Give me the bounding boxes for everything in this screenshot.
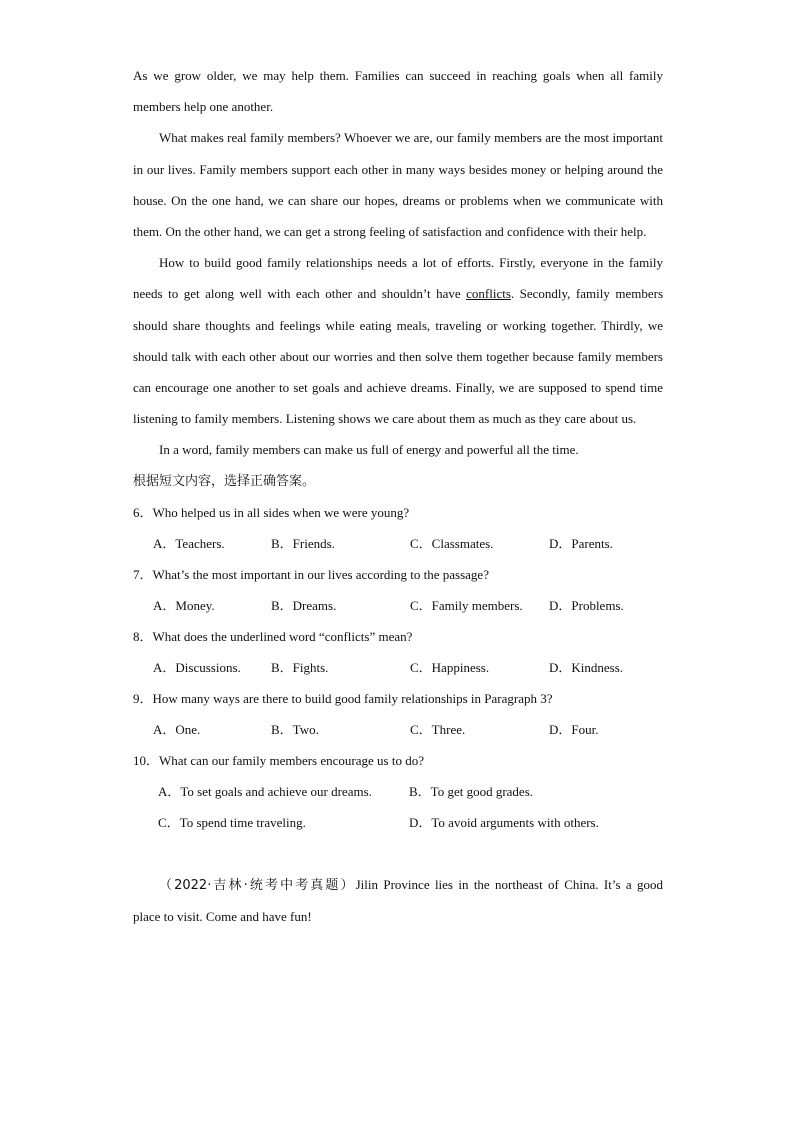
- question-8-option-b[interactable]: B．Fights.: [271, 659, 329, 675]
- question-6-stem: 6．Who helped us in all sides when we were young?: [133, 504, 410, 520]
- passage-paragraph-0-line-2: members help one another.: [133, 99, 274, 115]
- question-10-stem: 10．What can our family members encourage us to do?: [133, 752, 424, 768]
- question-6-options: [133, 528, 663, 559]
- question-9-option-c[interactable]: C．Three.: [410, 721, 466, 737]
- question-9-stem: 9．How many ways are there to build good family relationships in Paragraph 3?: [133, 690, 553, 706]
- question-8-options: [133, 652, 663, 683]
- document-page: [133, 60, 663, 932]
- passage-paragraph-2: [133, 247, 663, 434]
- passage-paragraph-2-text-b: . Secondly, family members should share thoughts and feelings while eating meals, traveling or working together. Thirdly, we should talk with each other about our worries and then solve them together because family members can encourage one another to set goals and achieve dreams. Finally, we are supposed to spend time listening to family members. Listening shows we care about them as much as they care about us.: [133, 286, 663, 427]
- question-7-option-c[interactable]: C．Family members.: [410, 597, 523, 613]
- question-10-option-d[interactable]: D．To avoid arguments with others.: [409, 814, 599, 830]
- next-passage-text-1: Jilin Province lies in the northeast of China. It’s a good: [355, 876, 663, 892]
- passage-paragraph-1: What makes real family members? Whoever we are, our family members are the most important in our lives. Family members support each other in many ways besides money or helping around the house. On the one hand, we can share our hopes, dreams or problems when we communicate with them. On the other hand, we can get a strong feeling of satisfaction and confidence with their help.: [133, 130, 663, 240]
- question-10-option-c[interactable]: C．To spend time traveling.: [158, 814, 306, 830]
- next-passage-line-2: place to visit. Come and have fun!: [133, 908, 312, 924]
- question-7-option-d[interactable]: D．Problems.: [549, 597, 624, 613]
- source-tag: （2022·吉林·统考中考真题）: [159, 877, 356, 893]
- question-6-option-d[interactable]: D．Parents.: [549, 535, 613, 551]
- passage-paragraph-2-text-a: How to build good family relationships needs a lot of efforts. Firstly, everyone in the family needs to get along well with each other and shouldn’t have: [133, 255, 663, 302]
- question-9-option-d[interactable]: D．Four.: [549, 721, 599, 737]
- question-7-option-a[interactable]: A．Money.: [153, 597, 215, 613]
- question-7-options: [133, 590, 663, 621]
- question-9-option-b[interactable]: B．Two.: [271, 721, 319, 737]
- question-8-stem: 8．What does the underlined word “conflicts” mean?: [133, 628, 413, 644]
- question-9-option-a[interactable]: A．One.: [153, 721, 201, 737]
- question-6-option-b[interactable]: B．Friends.: [271, 535, 335, 551]
- instruction: 根据短文内容，选择正确答案。: [133, 473, 316, 489]
- question-8-option-c[interactable]: C．Happiness.: [410, 659, 490, 675]
- next-passage-line-1: [133, 869, 663, 901]
- question-8-option-d[interactable]: D．Kindness.: [549, 659, 624, 675]
- blank-line: [133, 838, 663, 869]
- question-7-stem: 7．What’s the most important in our lives according to the passage?: [133, 566, 489, 582]
- question-10-option-b[interactable]: B．To get good grades.: [409, 783, 534, 799]
- question-9-options: [133, 714, 663, 745]
- question-10-option-a[interactable]: A．To set goals and achieve our dreams.: [158, 783, 372, 799]
- underlined-word-conflicts: conflicts: [466, 286, 511, 302]
- passage-paragraph-0-line-1: As we grow older, we may help them. Families can succeed in reaching goals when all family: [133, 68, 663, 83]
- question-6-option-c[interactable]: C．Classmates.: [410, 535, 494, 551]
- question-6-option-a[interactable]: A．Teachers.: [153, 535, 225, 551]
- question-10-options-row-2: [133, 807, 663, 838]
- passage-paragraph-3: In a word, family members can make us full of energy and powerful all the time.: [159, 442, 579, 458]
- question-10-options-row-1: [133, 776, 663, 807]
- question-7-option-b[interactable]: B．Dreams.: [271, 597, 337, 613]
- question-8-option-a[interactable]: A．Discussions.: [153, 659, 241, 675]
